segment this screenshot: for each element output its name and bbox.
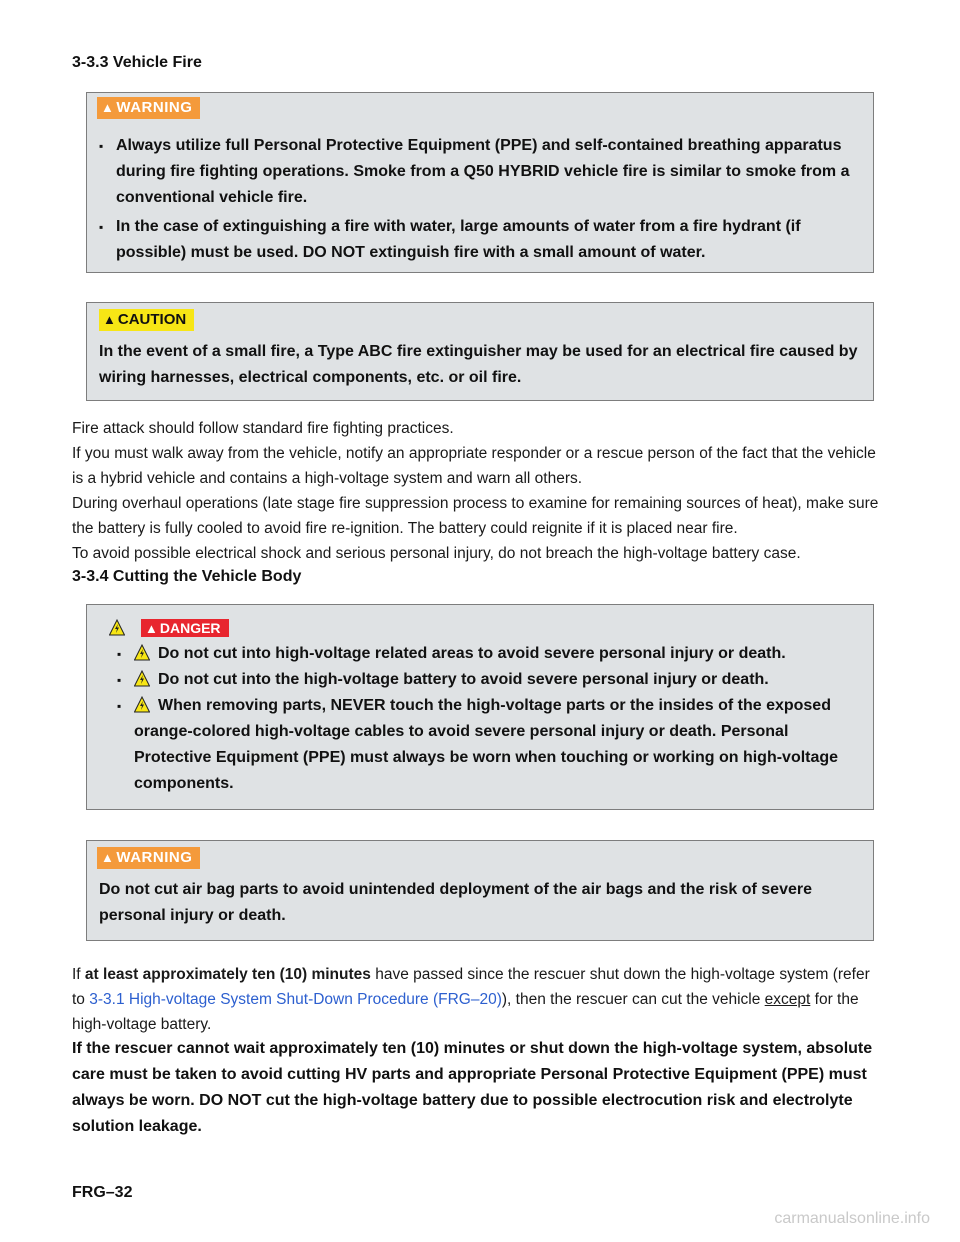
warning-box-ppe: [86, 92, 874, 273]
high-voltage-icon: [134, 696, 150, 713]
caution-label: ▲ CAUTION: [99, 309, 194, 331]
section-heading-cutting-body: 3-3.4 Cutting the Vehicle Body: [72, 568, 302, 585]
warning-label: ▲ WARNING: [97, 847, 200, 869]
caution-box: [86, 302, 874, 401]
shutdown-procedure-link[interactable]: 3-3.1 High-voltage System Shut-Down Procedure (FRG–20): [89, 991, 502, 1008]
paragraph: If you must walk away from the vehicle, notify an appropriate responder or a rescue person of the fact that the vehicle is a hybrid vehicle and contains a high-voltage system and warn all others.: [72, 445, 876, 487]
list-item: ▪ Do not cut into high-voltage related areas to avoid severe personal injury or death.: [117, 641, 861, 667]
caution-text: In the event of a small fire, a Type ABC fire extinguisher may be used for an electrical fire caused by wiring harnesses, electrical components, etc. or oil fire.: [99, 343, 858, 386]
fire-attack-paragraphs: [72, 416, 882, 566]
warning-box-airbag: [86, 840, 874, 941]
list-item: ▪ In the case of extinguishing a fire with water, large amounts of water from a fire hydrant (if possible) must be used. DO NOT extinguish fire with a small amount of water.: [99, 214, 861, 266]
final-warning-paragraph: If the rescuer cannot wait approximately ten (10) minutes or shut down the high-voltage system, absolute care must be taken to avoid cutting HV parts and appropriate Personal Protective Equipment (PPE) must always be worn. DO NOT cut the high-voltage battery due to possible electrocution risk and electrolyte solution leakage.: [72, 1040, 873, 1135]
danger-triangle-icon: ▲: [145, 621, 158, 636]
list-item: ▪ Do not cut into the high-voltage battery to avoid severe personal injury or death.: [117, 667, 861, 693]
cutting-paragraph: If at least approximately ten (10) minutes have passed since the rescuer shut down the high-voltage system (refer to 3-3.1 High-voltage System Shut-Down Procedure (FRG–20)), then the rescuer can cut the vehicle except for the high-voltage battery.: [72, 966, 870, 1033]
list-item: ▪ When removing parts, NEVER touch the high-voltage parts or the insides of the exposed orange-colored high-voltage cables to avoid severe personal injury or death. Personal Protective Equipment (PPE) must always be worn when touching or working on high-voltage components.: [117, 693, 861, 797]
watermark: carmanualsonline.info: [774, 1210, 930, 1227]
warning-label: ▲ WARNING: [97, 97, 200, 119]
warning-triangle-icon: ▲: [101, 100, 115, 115]
paragraph: To avoid possible electrical shock and serious personal injury, do not breach the high-voltage battery case.: [72, 545, 801, 562]
paragraph: Fire attack should follow standard fire fighting practices.: [72, 420, 454, 437]
danger-box: [86, 604, 874, 810]
high-voltage-icon: [134, 670, 150, 687]
high-voltage-icon: [109, 619, 125, 636]
list-item: ▪ Always utilize full Personal Protective Equipment (PPE) and self-contained breathing apparatus during fire fighting operations. Smoke from a Q50 HYBRID vehicle fire is similar to smoke from a conventional vehicle fire.: [99, 133, 861, 211]
danger-bullet-list: [117, 641, 861, 797]
warning-text: Do not cut air bag parts to avoid unintended deployment of the air bags and the risk of severe personal injury or death.: [99, 881, 812, 924]
paragraph: During overhaul operations (late stage fire suppression process to examine for remaining sources of heat), make sure the battery is fully cooled to avoid fire re-ignition. The battery could reignite if it is placed near fire.: [72, 495, 879, 537]
warning-triangle-icon: ▲: [101, 850, 115, 865]
danger-label: ▲ DANGER: [141, 619, 229, 637]
page-number: FRG–32: [72, 1184, 133, 1201]
high-voltage-icon: [134, 644, 150, 661]
caution-triangle-icon: ▲: [103, 312, 116, 327]
warning-bullet-list: [99, 133, 861, 266]
section-heading-vehicle-fire: 3-3.3 Vehicle Fire: [72, 54, 202, 71]
